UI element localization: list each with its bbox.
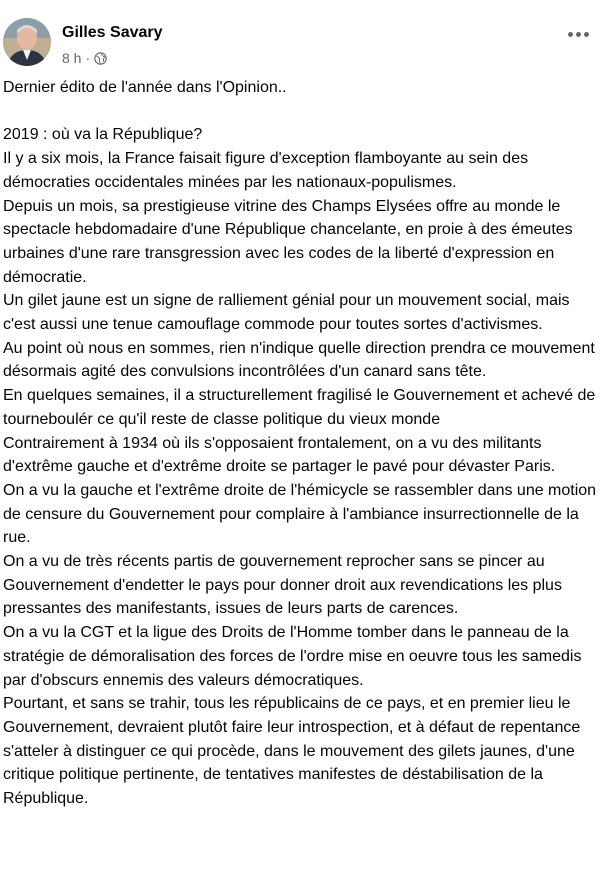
post-timestamp[interactable]: 8 h <box>62 50 82 66</box>
avatar[interactable] <box>3 18 51 66</box>
post-body <box>3 76 599 811</box>
meta-separator: · <box>85 50 91 66</box>
post-paragraph: Depuis un mois, sa prestigieuse vitrine des Champs Elysées offre au monde le spectacle hebdomadaire d'une République chancelante, en proie à des émeutes urbaines d'une rare transgression avec les codes de la liberté d'expression en démocratie. <box>3 197 573 286</box>
globe-icon[interactable] <box>94 52 107 65</box>
post-paragraph: Un gilet jaune est un signe de ralliement génial pour un mouvement social, mais c'est aussi une tenue camouflage commode pour toutes sortes d'activismes. <box>3 292 570 334</box>
post-header <box>0 14 604 70</box>
post-paragraph: On a vu la CGT et la ligue des Droits de l'Homme tomber dans le panneau de la stratégie de démoralisation des forces de l'ordre mise en oeuvre tous les samedis par d'obscurs ennemis des valeurs démocratiques. <box>3 624 582 689</box>
post-paragraph: Au point où nous en sommes, rien n'indique quelle direction prendra ce mouvement désormais agité des convulsions incontrôlées d'un canard sans tête. <box>3 339 595 381</box>
post-meta <box>62 50 107 66</box>
post-intro: Dernier édito de l'année dans l'Opinion.. <box>3 79 287 96</box>
post-paragraph: 2019 : où va la République? <box>3 126 203 144</box>
more-options-icon[interactable] <box>566 26 590 42</box>
post-paragraph: On a vu la gauche et l'extrême droite de l'hémicycle se rassembler dans une motion de censure du Gouvernement pour complaire à l'ambiance insurrectionnelle de la rue. <box>3 481 597 547</box>
post-paragraph: Il y a six mois, la France faisait figure d'exception flamboyante au sein des démocraties occidentales minées par les nationaux-populismes. <box>3 150 529 191</box>
post-paragraph: On a vu de très récents partis de gouvernement reprocher sans se pincer au Gouvernement d'endetter le pays pour donner droit aux revendications les plus pressantes des manifestants, issues de leurs parts de carences. <box>3 553 562 618</box>
post-paragraph: Contrairement à 1934 où ils s'opposaient frontalement, on a vu des militants d'extrême gauche et d'extrême droite se partager le pavé pour dévaster Paris. <box>3 434 556 476</box>
post-paragraph: En quelques semaines, il a structurellement fragilisé le Gouvernement et achevé de tourneboulér ce qu'il reste de classe politique du vieux monde <box>3 387 596 428</box>
author-name[interactable]: Gilles Savary <box>62 24 163 41</box>
post-paragraph: Pourtant, et sans se trahir, tous les républicains de ce pays, et en premier lieu le Gouvernement, devraient plutôt faire leur introspection, et à défaut de repentance s'atteler à distinguer ce qui procède, dans le mouvement des gilets jaunes, d'une critique politique pertinente, de tentatives manifestes de déstabilisation de la République. <box>3 695 581 808</box>
